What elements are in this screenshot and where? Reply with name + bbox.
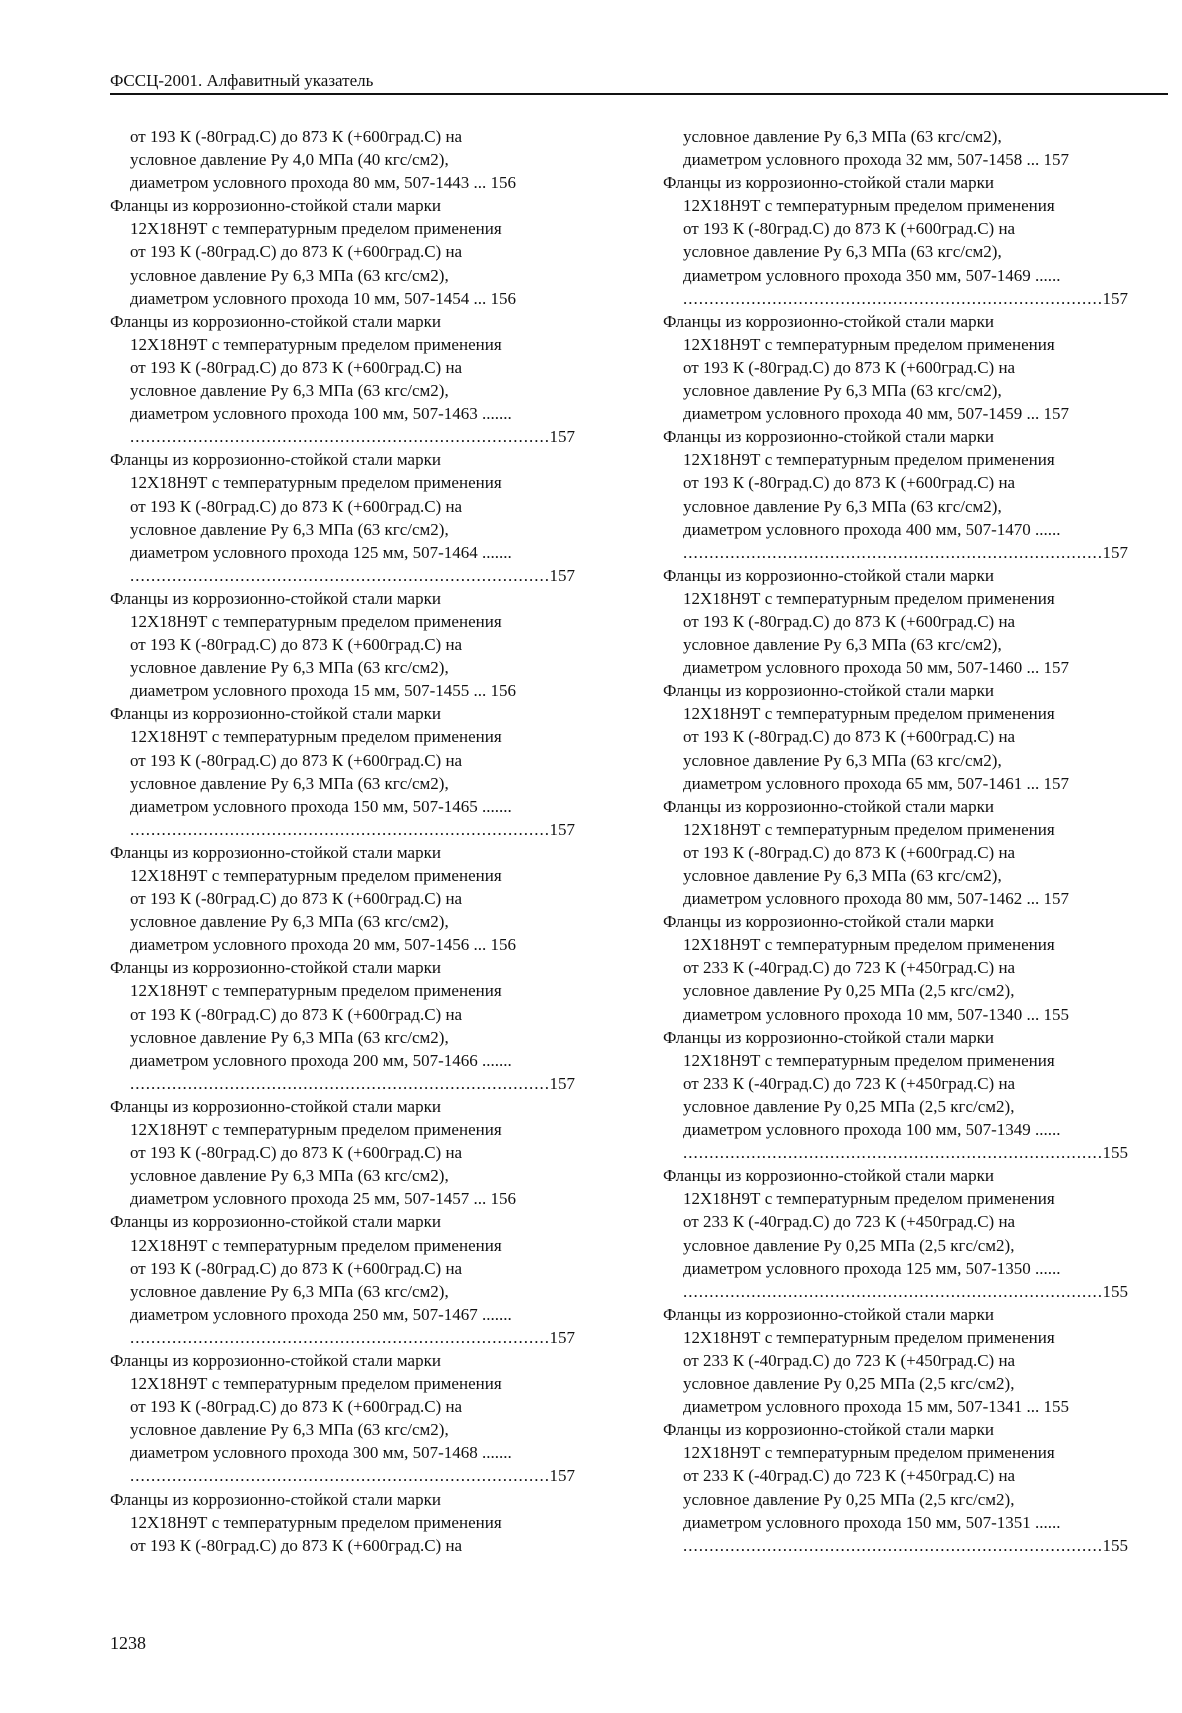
index-entry [663, 1164, 1128, 1303]
entry-heading-line: Фланцы из коррозионно-стойкой стали марки [663, 912, 994, 932]
index-entry [110, 841, 575, 956]
entry-text-line: 12Х18Н9Т с температурным пределом применения [130, 727, 502, 747]
index-entry [663, 679, 1128, 794]
dot-leader [130, 1072, 548, 1095]
entry-text-line: условное давление Ру 6,3 МПа (63 кгс/см2), [683, 866, 1002, 885]
entry-heading-line: Фланцы из коррозионно-стойкой стали марки [663, 1027, 994, 1047]
entry-text-line: условное давление Ру 6,3 МПа (63 кгс/см2), [130, 381, 449, 401]
entry-text-line: диаметром условного прохода 15 мм, 507-1455 ... 156 [130, 681, 517, 701]
entry-text-line: диаметром условного прохода 65 мм, 507-1461 ... 157 [683, 773, 1070, 793]
entry-text-line: диаметром условного прохода 80 мм, 507-1462 ... 157 [683, 889, 1070, 909]
entry-text-line: от 193 К (-80град.С) до 873 К (+600град.С) на [130, 750, 463, 770]
entry-text-line: 12Х18Н9Т с температурным пределом применения [683, 588, 1055, 608]
entry-heading-line: Фланцы из коррозионно-стойкой стали марки [110, 1096, 441, 1116]
entry-text-line: условное давление Ру 0,25 МПа (2,5 кгс/см2), [683, 1374, 1015, 1394]
entry-heading-line: Фланцы из коррозионно-стойкой стали марки [110, 958, 441, 978]
page-reference: 155 [1102, 1281, 1128, 1301]
entry-text-line: диаметром условного прохода 400 мм, 507-1470 ...... [683, 519, 1061, 539]
index-entry [663, 171, 1128, 310]
entry-heading-line: Фланцы из коррозионно-стойкой стали марки [663, 1166, 994, 1186]
entry-text-line: от 193 К (-80град.С) до 873 К (+600град.С) на [130, 1004, 463, 1024]
index-entry [663, 910, 1128, 1025]
index-entry [110, 448, 575, 587]
page-reference: 157 [549, 1327, 575, 1347]
entry-text-line: диаметром условного прохода 200 мм, 507-1466 ....... [130, 1050, 512, 1070]
entry-text-line: от 193 К (-80град.С) до 873 К (+600град.С) на [683, 473, 1016, 493]
dot-leader [130, 564, 548, 587]
entry-heading-line: Фланцы из коррозионно-стойкой стали марки [110, 1212, 441, 1232]
dot-leader [130, 1326, 548, 1349]
entry-text-line: от 193 К (-80град.С) до 873 К (+600град.С) на [683, 611, 1016, 631]
entry-text-line: условное давление Ру 6,3 МПа (63 кгс/см2), [683, 242, 1002, 262]
entry-text-line: условное давление Ру 0,25 МПа (2,5 кгс/см2), [683, 981, 1015, 1001]
entry-text-line: условное давление Ру 6,3 МПа (63 кгс/см2), [683, 750, 1002, 770]
entry-heading-line: Фланцы из коррозионно-стойкой стали марки [110, 311, 441, 331]
index-entry [110, 1210, 575, 1349]
index-entry [663, 795, 1128, 910]
index-entry [110, 194, 575, 309]
index-entry [110, 125, 575, 194]
page-reference: 157 [549, 427, 575, 447]
index-entry [110, 1488, 575, 1557]
dot-leader [130, 425, 548, 448]
entry-text-line: от 193 К (-80град.С) до 873 К (+600град.С) на [130, 496, 463, 516]
index-entry [110, 1095, 575, 1210]
page-reference: 157 [549, 565, 575, 585]
entry-text-line: от 193 К (-80град.С) до 873 К (+600град.С) на [130, 1143, 463, 1163]
entry-text-line: от 193 К (-80град.С) до 873 К (+600град.С) на [130, 1258, 463, 1278]
page-reference: 155 [1102, 1535, 1128, 1555]
dot-leader [130, 818, 548, 841]
entry-text-line: диаметром условного прохода 80 мм, 507-1443 ... 156 [130, 173, 517, 193]
entry-text-line: 12Х18Н9Т с температурным пределом применения [130, 611, 502, 631]
entry-text-line: 12Х18Н9Т с температурным пределом применения [130, 1120, 502, 1140]
entry-text-line: диаметром условного прохода 10 мм, 507-1454 ... 156 [130, 288, 517, 308]
entry-text-line: диаметром условного прохода 100 мм, 507-1349 ...... [683, 1120, 1061, 1140]
page-reference-line [663, 1280, 1128, 1303]
index-entry [110, 1349, 575, 1488]
page-reference-line [110, 1072, 575, 1095]
entry-text-line: условное давление Ру 6,3 МПа (63 кгс/см2), [683, 381, 1002, 401]
index-column-right [663, 125, 1128, 1557]
entry-text-line: диаметром условного прохода 350 мм, 507-1469 ...... [683, 265, 1061, 285]
entry-heading-line: Фланцы из коррозионно-стойкой стали марки [110, 588, 441, 608]
page-reference-line [663, 541, 1128, 564]
entry-text-line: от 233 К (-40град.С) до 723 К (+450град.С) на [683, 958, 1016, 978]
entry-heading-line: Фланцы из коррозионно-стойкой стали марки [110, 704, 441, 724]
entry-text-line: условное давление Ру 0,25 МПа (2,5 кгс/см2), [683, 1096, 1015, 1116]
entry-text-line: от 193 К (-80град.С) до 873 К (+600град.С) на [683, 357, 1016, 377]
index-entry [663, 425, 1128, 564]
entry-text-line: 12Х18Н9Т с температурным пределом применения [683, 334, 1055, 354]
index-entry [110, 587, 575, 702]
entry-text-line: условное давление Ру 6,3 МПа (63 кгс/см2), [130, 519, 449, 539]
entry-heading-line: Фланцы из коррозионно-стойкой стали марки [110, 1350, 441, 1370]
entry-text-line: диаметром условного прохода 40 мм, 507-1459 ... 157 [683, 404, 1070, 424]
page-reference: 157 [1102, 542, 1128, 562]
page-reference-line [663, 287, 1128, 310]
entry-text-line: от 193 К (-80град.С) до 873 К (+600град.С) на [683, 842, 1016, 862]
entry-text-line: от 193 К (-80град.С) до 873 К (+600град.С) на [130, 1535, 463, 1555]
entry-heading-line: Фланцы из коррозионно-стойкой стали марки [663, 1420, 994, 1440]
entry-text-line: от 233 К (-40град.С) до 723 К (+450град.С) на [683, 1350, 1016, 1370]
entry-text-line: диаметром условного прохода 125 мм, 507-1350 ...... [683, 1258, 1061, 1278]
entry-text-line: 12Х18Н9Т с температурным пределом применения [130, 219, 502, 239]
entry-heading-line: Фланцы из коррозионно-стойкой стали марки [110, 196, 441, 216]
entry-text-line: от 233 К (-40град.С) до 723 К (+450град.С) на [683, 1212, 1016, 1232]
entry-text-line: условное давление Ру 6,3 МПа (63 кгс/см2), [683, 496, 1002, 516]
entry-text-line: от 233 К (-40град.С) до 723 К (+450град.С) на [683, 1466, 1016, 1486]
entry-text-line: 12Х18Н9Т с температурным пределом применения [130, 1235, 502, 1255]
entry-text-line: диаметром условного прохода 32 мм, 507-1458 ... 157 [683, 150, 1070, 170]
entry-text-line: 12Х18Н9Т с температурным пределом применения [130, 866, 502, 885]
entry-text-line: 12Х18Н9Т с температурным пределом применения [683, 450, 1055, 470]
index-entry [110, 956, 575, 1095]
entry-text-line: 12Х18Н9Т с температурным пределом применения [130, 981, 502, 1001]
entry-heading-line: Фланцы из коррозионно-стойкой стали марки [110, 450, 441, 470]
entry-text-line: условное давление Ру 6,3 МПа (63 кгс/см2), [130, 773, 449, 793]
page-header [110, 70, 1168, 95]
entry-text-line: условное давление Ру 6,3 МПа (63 кгс/см2), [130, 265, 449, 285]
entry-text-line: диаметром условного прохода 50 мм, 507-1460 ... 157 [683, 658, 1070, 678]
page-reference: 157 [1102, 288, 1128, 308]
index-entry [663, 125, 1128, 171]
entry-text-line: 12Х18Н9Т с температурным пределом применения [683, 935, 1055, 955]
entry-text-line: условное давление Ру 6,3 МПа (63 кгс/см2), [683, 635, 1002, 655]
entry-text-line: диаметром условного прохода 10 мм, 507-1340 ... 155 [683, 1004, 1070, 1024]
dot-leader [130, 1464, 548, 1487]
entry-text-line: диаметром условного прохода 125 мм, 507-1464 ....... [130, 542, 512, 562]
entry-text-line: 12Х18Н9Т с температурным пределом применения [683, 1050, 1055, 1070]
page-reference: 157 [549, 1466, 575, 1486]
entry-text-line: от 193 К (-80град.С) до 873 К (+600град.С) на [130, 127, 463, 146]
entry-text-line: 12Х18Н9Т с температурным пределом применения [683, 819, 1055, 839]
entry-text-line: условное давление Ру 6,3 МПа (63 кгс/см2), [683, 127, 1002, 146]
entry-heading-line: Фланцы из коррозионно-стойкой стали марки [110, 842, 441, 862]
entry-text-line: условное давление Ру 6,3 МПа (63 кгс/см2), [130, 1027, 449, 1047]
entry-text-line: диаметром условного прохода 300 мм, 507-1468 ....... [130, 1443, 512, 1463]
entry-text-line: условное давление Ру 6,3 МПа (63 кгс/см2), [130, 1420, 449, 1440]
dot-leader [683, 287, 1101, 310]
page-reference-line [663, 1141, 1128, 1164]
index-entry [663, 1026, 1128, 1165]
entry-text-line: 12Х18Н9Т с температурным пределом применения [130, 1374, 502, 1394]
entry-text-line: условное давление Ру 0,25 МПа (2,5 кгс/см2), [683, 1489, 1015, 1509]
header-title: ФССЦ-2001. Алфавитный указатель [110, 71, 374, 90]
dot-leader [683, 1141, 1101, 1164]
entry-heading-line: Фланцы из коррозионно-стойкой стали марки [663, 311, 994, 331]
entry-text-line: условное давление Ру 6,3 МПа (63 кгс/см2), [130, 658, 449, 678]
entry-heading-line: Фланцы из коррозионно-стойкой стали марки [663, 796, 994, 816]
entry-heading-line: Фланцы из коррозионно-стойкой стали марки [663, 681, 994, 701]
entry-text-line: 12Х18Н9Т с температурным пределом применения [130, 1512, 502, 1532]
page-reference-line [663, 1534, 1128, 1557]
page-reference-line [110, 425, 575, 448]
entry-text-line: условное давление Ру 4,0 МПа (40 кгс/см2), [130, 150, 449, 170]
entry-text-line: диаметром условного прохода 250 мм, 507-1467 ....... [130, 1304, 512, 1324]
entry-text-line: условное давление Ру 6,3 МПа (63 кгс/см2), [130, 912, 449, 932]
page-reference-line [110, 1464, 575, 1487]
dot-leader [683, 541, 1101, 564]
entry-text-line: от 193 К (-80град.С) до 873 К (+600град.С) на [130, 889, 463, 909]
entry-heading-line: Фланцы из коррозионно-стойкой стали марки [663, 173, 994, 193]
entry-text-line: 12Х18Н9Т с температурным пределом применения [130, 473, 502, 493]
entry-text-line: диаметром условного прохода 150 мм, 507-1465 ....... [130, 796, 512, 816]
page-reference-line [110, 564, 575, 587]
entry-text-line: от 193 К (-80град.С) до 873 К (+600град.С) на [683, 727, 1016, 747]
entry-text-line: от 193 К (-80град.С) до 873 К (+600град.С) на [130, 242, 463, 262]
page-reference: 157 [549, 819, 575, 839]
entry-text-line: 12Х18Н9Т с температурным пределом применения [683, 1327, 1055, 1347]
index-entry [110, 310, 575, 449]
index-entry [663, 310, 1128, 425]
entry-heading-line: Фланцы из коррозионно-стойкой стали марки [663, 565, 994, 585]
page-reference-line [110, 1326, 575, 1349]
entry-text-line: диаметром условного прохода 20 мм, 507-1456 ... 156 [130, 935, 517, 955]
entry-text-line: 12Х18Н9Т с температурным пределом применения [683, 1189, 1055, 1209]
page-reference: 157 [549, 1073, 575, 1093]
page-number: 1238 [110, 1633, 146, 1653]
entry-text-line: 12Х18Н9Т с температурным пределом применения [683, 196, 1055, 216]
entry-text-line: от 193 К (-80град.С) до 873 К (+600град.С) на [683, 219, 1016, 239]
entry-text-line: от 193 К (-80град.С) до 873 К (+600град.С) на [130, 1397, 463, 1417]
entry-text-line: диаметром условного прохода 15 мм, 507-1341 ... 155 [683, 1397, 1070, 1417]
entry-text-line: от 193 К (-80град.С) до 873 К (+600град.С) на [130, 635, 463, 655]
dot-leader [683, 1280, 1101, 1303]
page-reference: 155 [1102, 1143, 1128, 1163]
entry-heading-line: Фланцы из коррозионно-стойкой стали марки [663, 427, 994, 447]
dot-leader [683, 1534, 1101, 1557]
index-entry [663, 1303, 1128, 1418]
entry-text-line: диаметром условного прохода 150 мм, 507-1351 ...... [683, 1512, 1061, 1532]
entry-text-line: 12Х18Н9Т с температурным пределом применения [683, 1443, 1055, 1463]
entry-text-line: 12Х18Н9Т с температурным пределом применения [683, 704, 1055, 724]
entry-text-line: условное давление Ру 0,25 МПа (2,5 кгс/см2), [683, 1235, 1015, 1255]
page-reference-line [110, 818, 575, 841]
entry-text-line: диаметром условного прохода 25 мм, 507-1457 ... 156 [130, 1189, 517, 1209]
index-entry [663, 564, 1128, 679]
entry-text-line: 12Х18Н9Т с температурным пределом применения [130, 334, 502, 354]
index-entry [110, 702, 575, 841]
entry-heading-line: Фланцы из коррозионно-стойкой стали марки [663, 1304, 994, 1324]
entry-heading-line: Фланцы из коррозионно-стойкой стали марки [110, 1489, 441, 1509]
index-entry [663, 1418, 1128, 1557]
index-column-left [110, 125, 575, 1557]
entry-text-line: от 193 К (-80град.С) до 873 К (+600град.С) на [130, 357, 463, 377]
entry-text-line: от 233 К (-40град.С) до 723 К (+450град.С) на [683, 1073, 1016, 1093]
entry-text-line: условное давление Ру 6,3 МПа (63 кгс/см2), [130, 1281, 449, 1301]
entry-text-line: условное давление Ру 6,3 МПа (63 кгс/см2), [130, 1166, 449, 1186]
entry-text-line: диаметром условного прохода 100 мм, 507-1463 ....... [130, 404, 512, 424]
